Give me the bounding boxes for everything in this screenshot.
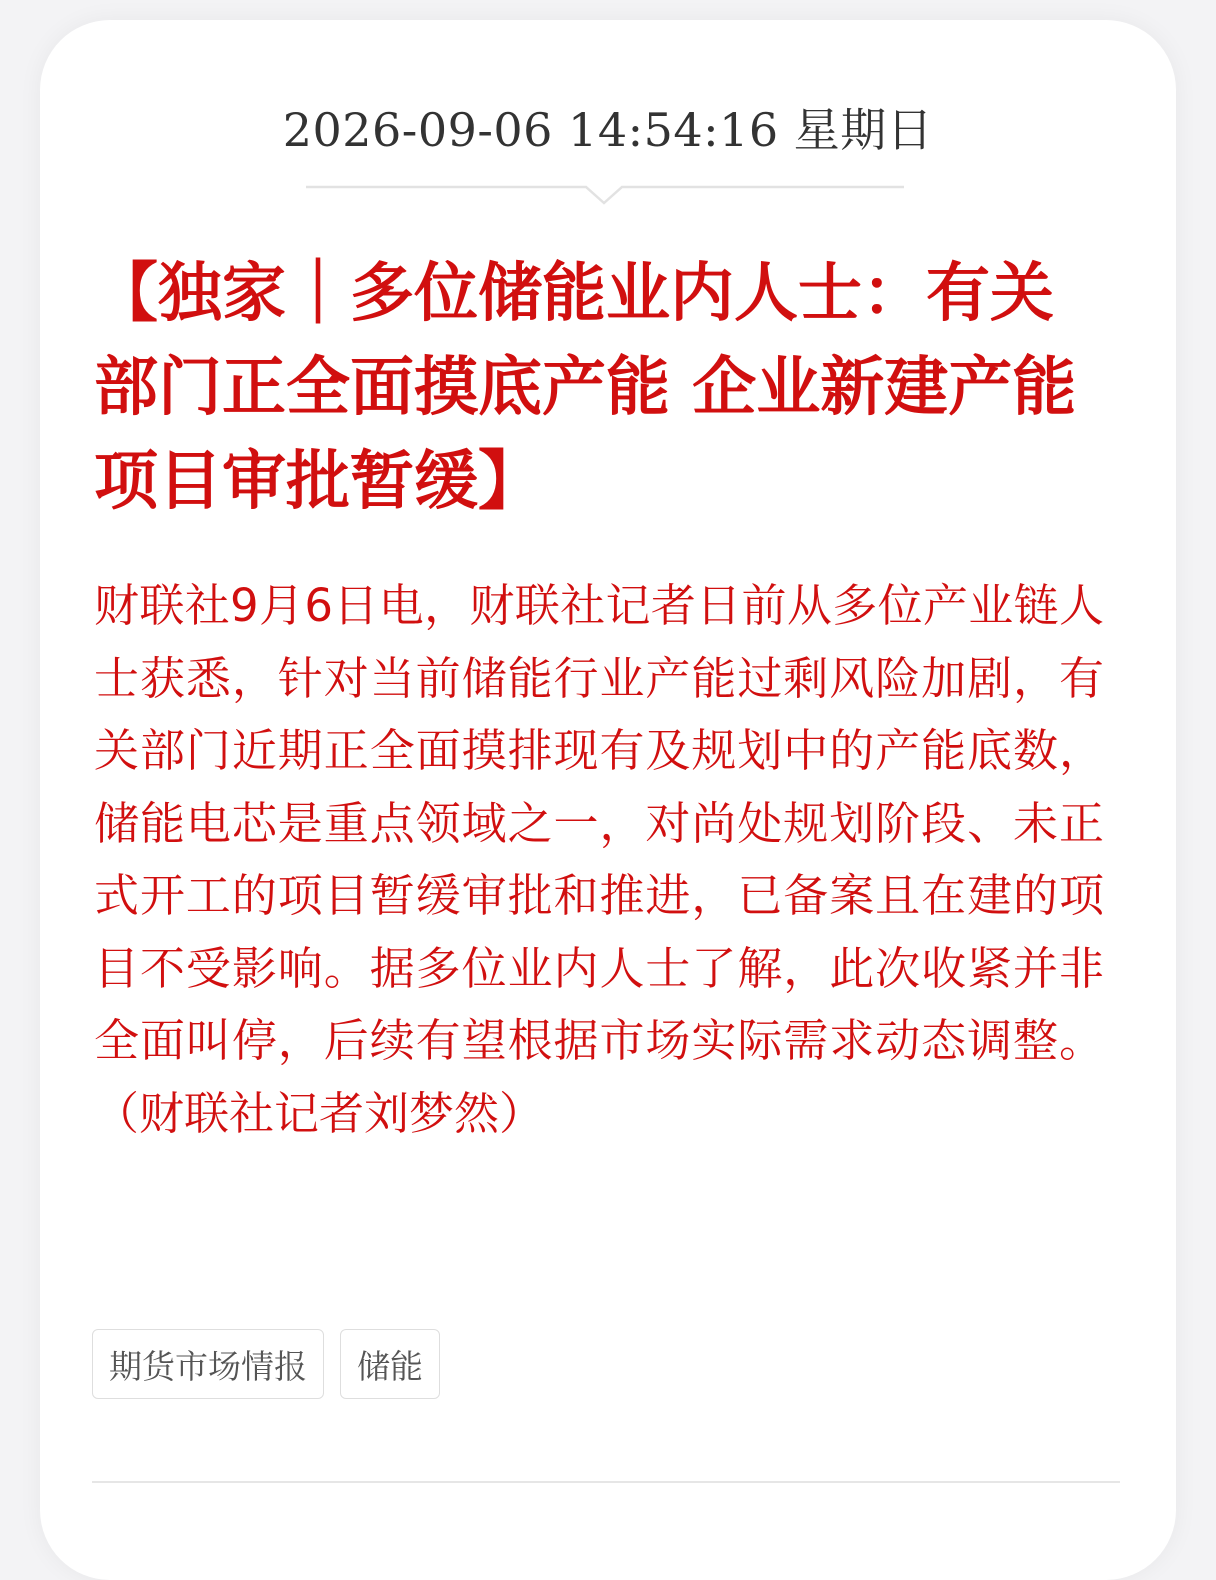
article-headline: 【独家｜多位储能业内人士：有关部门正全面摸底产能 企业新建产能项目审批暂缓】 — [94, 257, 1077, 519]
date-divider — [306, 178, 904, 208]
tag-futures-market-intel[interactable]: 期货市场情报 — [92, 1329, 324, 1399]
bottom-divider — [92, 1481, 1120, 1483]
article-body: 财联社9月6日电，财联社记者日前从多位产业链人士获悉，针对当前储能行业产能过剩风险加剧，有关部门近期正全面摸排现有及规划中的产能底数，储能电芯是重点领域之一，对尚处规划阶段、未正式开工的项目暂缓审批和推进，已备案且在建的项目不受影响。据多位业内人士了解，此次收紧并非全面叫停，后续有望根据市场实际需求动态调整。 （财联社记者刘梦然） — [94, 579, 1104, 1140]
tag-energy-storage[interactable]: 储能 — [340, 1329, 440, 1399]
article-datetime: 2026-09-06 14:54:16 星期日 — [282, 103, 934, 157]
tag-list — [92, 1329, 440, 1399]
